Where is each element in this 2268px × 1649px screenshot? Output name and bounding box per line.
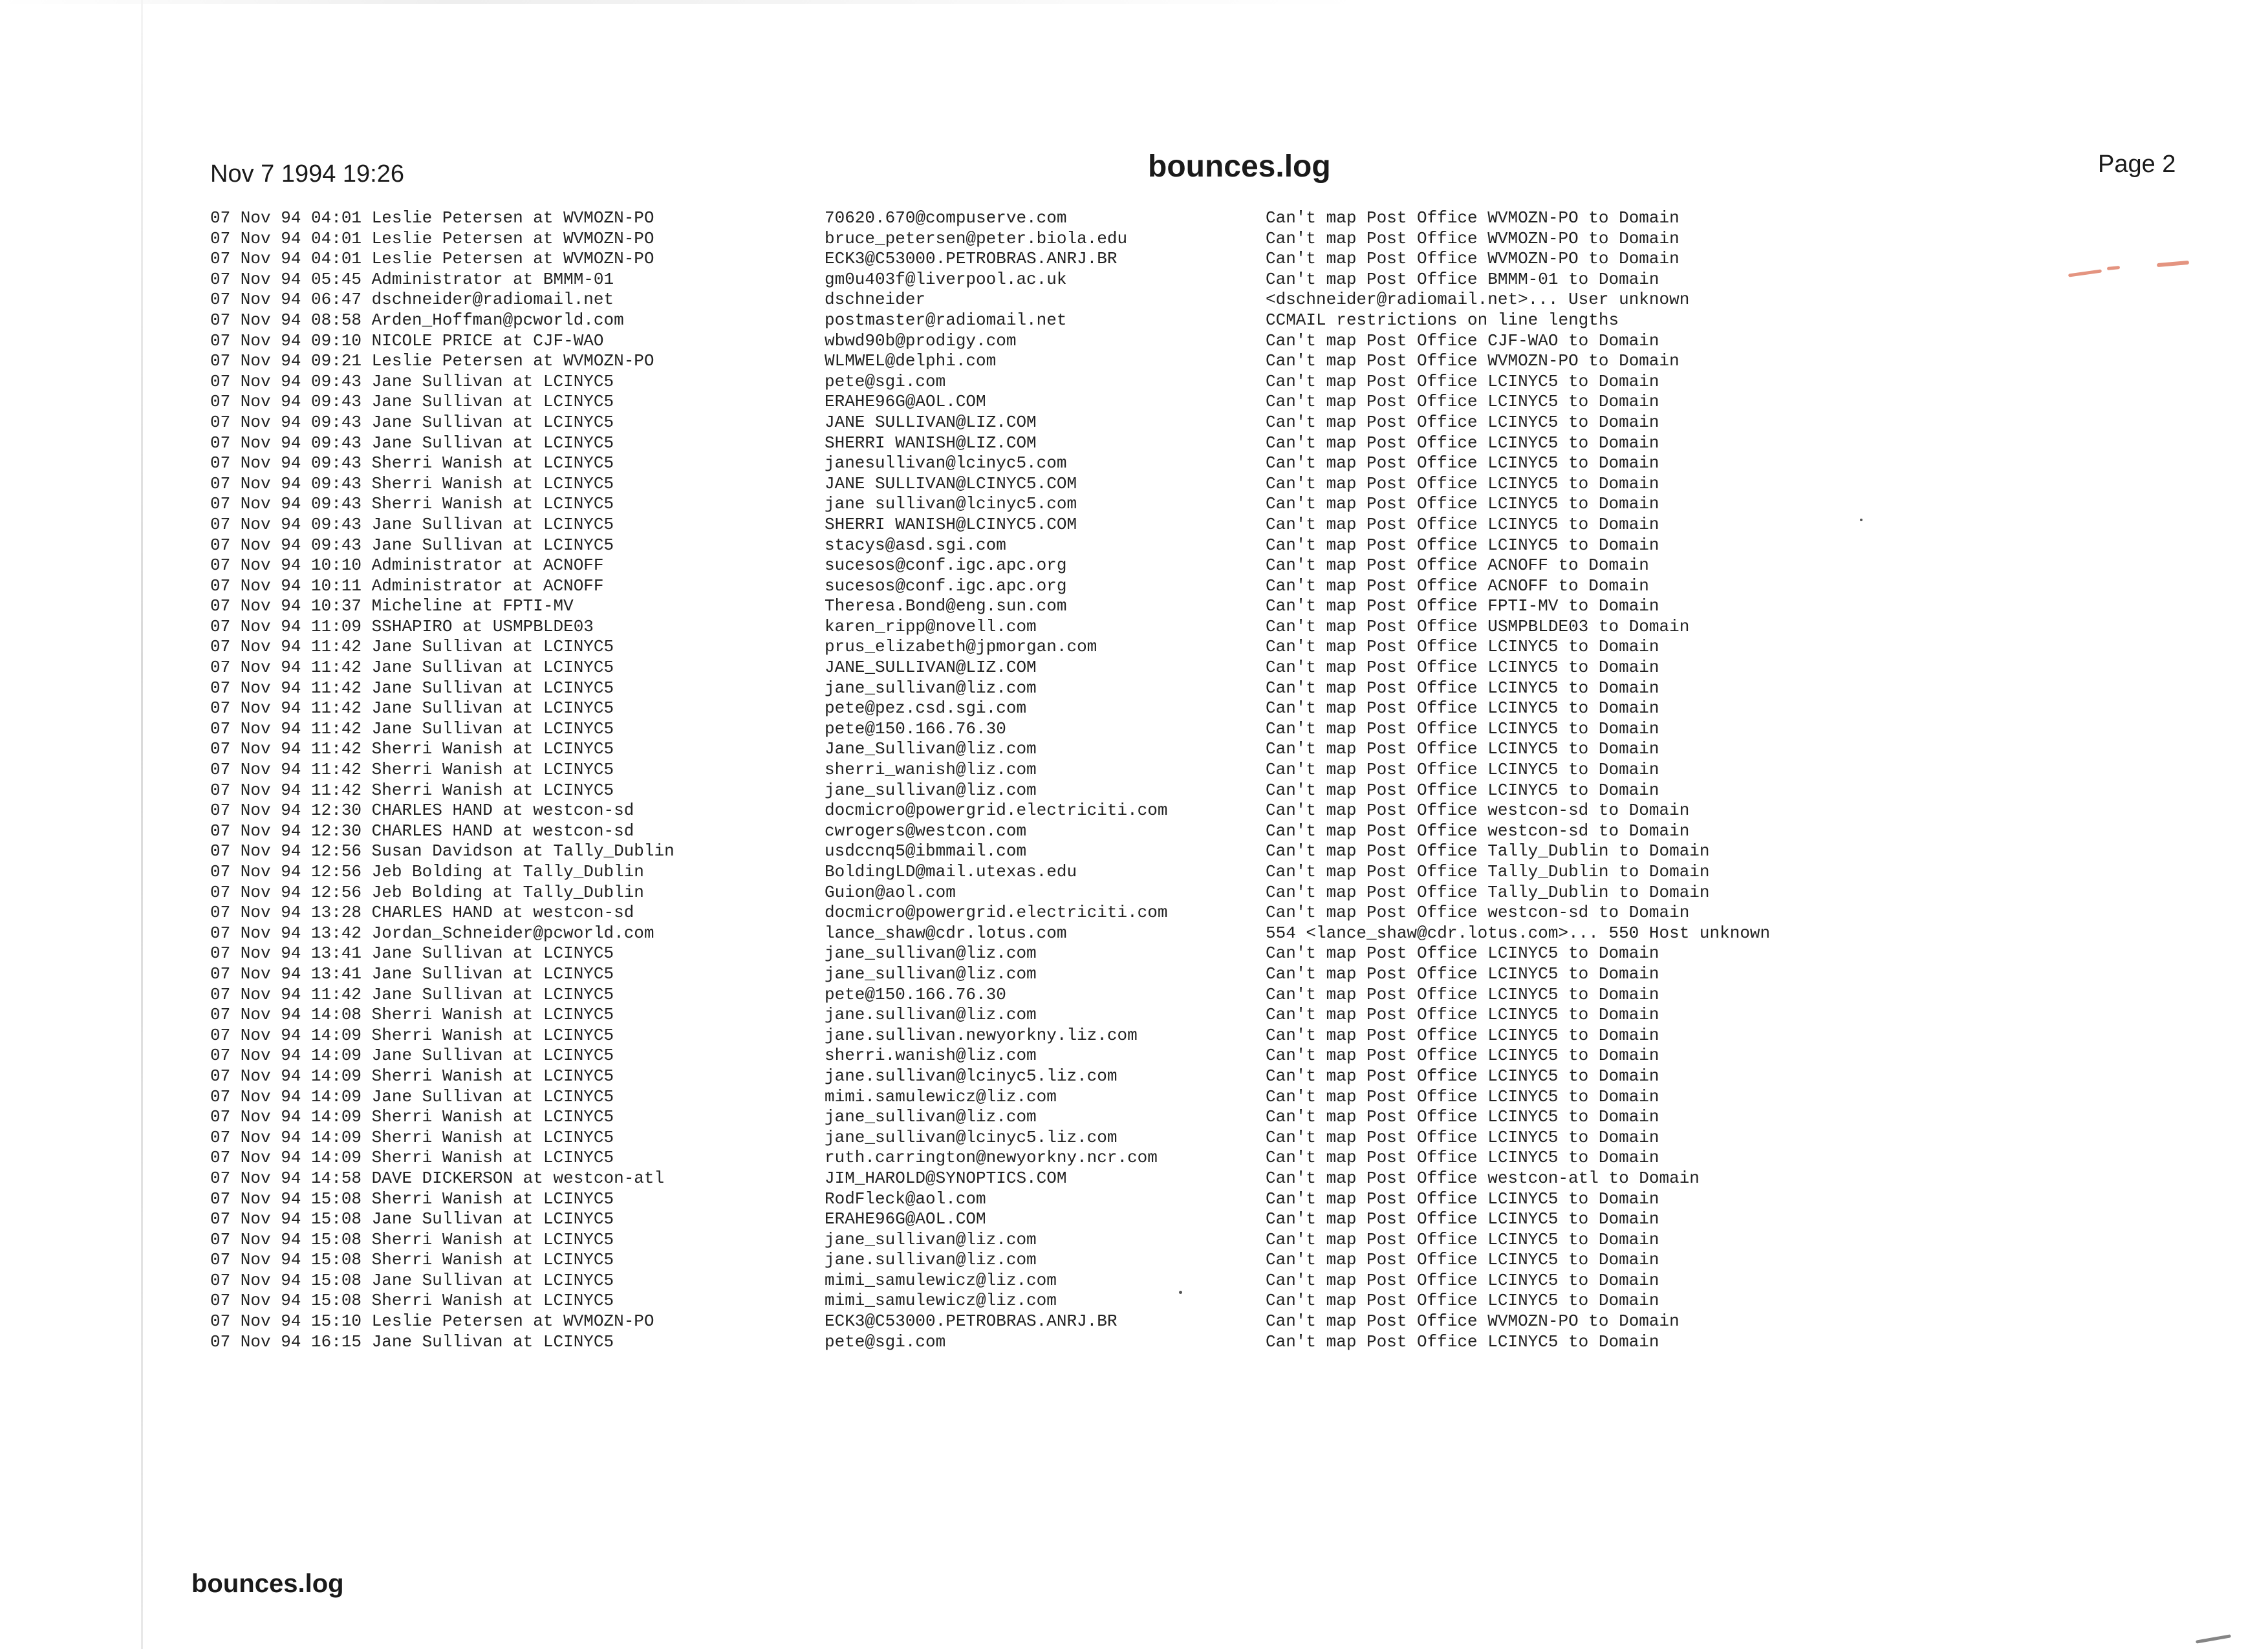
log-timestamp-sender: 07 Nov 94 14:09 Sherri Wanish at LCINYC5	[210, 1127, 614, 1147]
log-timestamp-sender: 07 Nov 94 11:42 Jane Sullivan at LCINYC5	[210, 984, 614, 1004]
log-error-message: Can't map Post Office Tally_Dublin to Domain	[1266, 862, 1710, 881]
log-error-message: Can't map Post Office westcon-sd to Domain	[1266, 903, 1690, 923]
log-recipient-address: jane sullivan@lcinyc5.com	[825, 494, 1077, 514]
log-error-message: Can't map Post Office LCINYC5 to Domain	[1266, 1025, 1659, 1045]
log-timestamp-sender: 07 Nov 94 08:58 Arden_Hoffman@pcworld.com	[210, 310, 624, 330]
log-recipient-address: JANE SULLIVAN@LCINYC5.COM	[825, 473, 1077, 493]
log-recipient-address: jane.sullivan@liz.com	[825, 1005, 1037, 1025]
log-timestamp-sender: 07 Nov 94 11:42 Jane Sullivan at LCINYC5	[210, 637, 614, 657]
log-recipient-address: usdccnq5@ibmmail.com	[825, 841, 1027, 861]
log-error-message: Can't map Post Office ACNOFF to Domain	[1266, 576, 1649, 596]
log-row	[210, 1311, 1770, 1332]
log-error-message: Can't map Post Office LCINYC5 to Domain	[1266, 637, 1659, 657]
log-row	[210, 1026, 1770, 1046]
log-recipient-address: dschneider	[825, 290, 926, 310]
log-error-message: Can't map Post Office LCINYC5 to Domain	[1266, 760, 1659, 780]
log-recipient-address: mimi.samulewicz@liz.com	[825, 1086, 1057, 1106]
log-timestamp-sender: 07 Nov 94 09:43 Jane Sullivan at LCINYC5	[210, 514, 614, 534]
log-row	[210, 1209, 1770, 1230]
log-row	[210, 1332, 1770, 1353]
log-row	[210, 719, 1770, 740]
log-timestamp-sender: 07 Nov 94 04:01 Leslie Petersen at WVMOZN-PO	[210, 228, 654, 248]
log-row	[210, 1005, 1770, 1026]
log-row	[210, 270, 1770, 290]
log-timestamp-sender: 07 Nov 94 11:42 Jane Sullivan at LCINYC5	[210, 678, 614, 698]
log-row	[210, 1189, 1770, 1210]
log-timestamp-sender: 07 Nov 94 09:43 Jane Sullivan at LCINYC5	[210, 392, 614, 412]
log-error-message: 554 <lance_shaw@cdr.lotus.com>... 550 Host unknown	[1266, 923, 1771, 943]
log-row	[210, 596, 1770, 617]
log-timestamp-sender: 07 Nov 94 15:10 Leslie Petersen at WVMOZN-PO	[210, 1311, 654, 1331]
log-recipient-address: jane.sullivan.newyorkny.liz.com	[825, 1025, 1138, 1045]
log-recipient-address: jane_sullivan@liz.com	[825, 678, 1037, 698]
log-row	[210, 1107, 1770, 1128]
log-row	[210, 964, 1770, 985]
log-recipient-address: ERAHE96G@AOL.COM	[825, 392, 986, 412]
log-row	[210, 1271, 1770, 1291]
log-row	[210, 1128, 1770, 1148]
log-row	[210, 515, 1770, 535]
log-error-message: Can't map Post Office LCINYC5 to Domain	[1266, 1066, 1659, 1086]
log-error-message: <dschneider@radiomail.net>... User unknown	[1266, 290, 1690, 310]
log-row	[210, 698, 1770, 719]
log-error-message: Can't map Post Office LCINYC5 to Domain	[1266, 473, 1659, 493]
log-recipient-address: jane.sullivan@lcinyc5.liz.com	[825, 1066, 1118, 1086]
log-recipient-address: mimi_samulewicz@liz.com	[825, 1270, 1057, 1290]
log-timestamp-sender: 07 Nov 94 09:43 Sherri Wanish at LCINYC5	[210, 473, 614, 493]
log-timestamp-sender: 07 Nov 94 14:09 Sherri Wanish at LCINYC5	[210, 1148, 614, 1168]
log-recipient-address: sherri.wanish@liz.com	[825, 1046, 1037, 1066]
log-error-message: Can't map Post Office WVMOZN-PO to Domain	[1266, 351, 1679, 371]
log-recipient-address: ruth.carrington@newyorkny.ncr.com	[825, 1148, 1158, 1168]
log-row	[210, 1230, 1770, 1251]
log-timestamp-sender: 07 Nov 94 10:10 Administrator at ACNOFF	[210, 555, 604, 576]
log-timestamp-sender: 07 Nov 94 14:09 Sherri Wanish at LCINYC5	[210, 1025, 614, 1045]
log-row	[210, 1087, 1770, 1108]
log-row	[210, 617, 1770, 638]
log-timestamp-sender: 07 Nov 94 14:58 DAVE DICKERSON at westcon-atl	[210, 1168, 665, 1188]
log-row	[210, 1169, 1770, 1189]
log-timestamp-sender: 07 Nov 94 14:09 Sherri Wanish at LCINYC5	[210, 1066, 614, 1086]
log-error-message: Can't map Post Office LCINYC5 to Domain	[1266, 1331, 1659, 1352]
log-timestamp-sender: 07 Nov 94 16:15 Jane Sullivan at LCINYC5	[210, 1331, 614, 1352]
log-error-message: Can't map Post Office LCINYC5 to Domain	[1266, 514, 1659, 534]
log-recipient-address: jane_sullivan@liz.com	[825, 780, 1037, 800]
log-row	[210, 494, 1770, 515]
log-recipient-address: RodFleck@aol.com	[825, 1189, 986, 1209]
header-title: bounces.log	[1148, 149, 1331, 184]
log-error-message: Can't map Post Office LCINYC5 to Domain	[1266, 1005, 1659, 1025]
log-timestamp-sender: 07 Nov 94 13:28 CHARLES HAND at westcon-sd	[210, 903, 634, 923]
log-row	[210, 453, 1770, 474]
log-timestamp-sender: 07 Nov 94 09:43 Jane Sullivan at LCINYC5	[210, 535, 614, 555]
log-row	[210, 1250, 1770, 1271]
log-recipient-address: jane_sullivan@liz.com	[825, 964, 1037, 984]
log-timestamp-sender: 07 Nov 94 04:01 Leslie Petersen at WVMOZN-PO	[210, 208, 654, 228]
log-timestamp-sender: 07 Nov 94 12:30 CHARLES HAND at westcon-sd	[210, 821, 634, 841]
log-error-message: CCMAIL restrictions on line lengths	[1266, 310, 1619, 330]
log-row	[210, 290, 1770, 310]
log-recipient-address: JANE_SULLIVAN@LIZ.COM	[825, 658, 1037, 678]
log-recipient-address: mimi_samulewicz@liz.com	[825, 1291, 1057, 1311]
log-error-message: Can't map Post Office FPTI-MV to Domain	[1266, 596, 1659, 616]
log-error-message: Can't map Post Office LCINYC5 to Domain	[1266, 739, 1659, 759]
log-error-message: Can't map Post Office LCINYC5 to Domain	[1266, 1127, 1659, 1147]
log-error-message: Can't map Post Office LCINYC5 to Domain	[1266, 412, 1659, 432]
log-error-message: Can't map Post Office Tally_Dublin to Domain	[1266, 882, 1710, 902]
log-row	[210, 310, 1770, 331]
log-error-message: Can't map Post Office LCINYC5 to Domain	[1266, 433, 1659, 453]
log-timestamp-sender: 07 Nov 94 15:08 Sherri Wanish at LCINYC5	[210, 1250, 614, 1270]
log-recipient-address: jane_sullivan@liz.com	[825, 1107, 1037, 1127]
log-recipient-address: Theresa.Bond@eng.sun.com	[825, 596, 1067, 616]
log-error-message: Can't map Post Office LCINYC5 to Domain	[1266, 678, 1659, 698]
log-error-message: Can't map Post Office LCINYC5 to Domain	[1266, 1250, 1659, 1270]
log-recipient-address: Jane_Sullivan@liz.com	[825, 739, 1037, 759]
log-error-message: Can't map Post Office LCINYC5 to Domain	[1266, 1189, 1659, 1209]
log-recipient-address: pete@sgi.com	[825, 371, 946, 391]
log-recipient-address: SHERRI WANISH@LIZ.COM	[825, 433, 1037, 453]
log-recipient-address: ECK3@C53000.PETROBRAS.ANRJ.BR	[825, 1311, 1118, 1331]
log-row	[210, 208, 1770, 229]
scan-mark	[2107, 266, 2120, 270]
log-timestamp-sender: 07 Nov 94 14:09 Sherri Wanish at LCINYC5	[210, 1107, 614, 1127]
log-recipient-address: jane_sullivan@lcinyc5.liz.com	[825, 1127, 1118, 1147]
log-row	[210, 923, 1770, 944]
log-recipient-address: sucesos@conf.igc.apc.org	[825, 576, 1067, 596]
log-timestamp-sender: 07 Nov 94 12:56 Jeb Bolding at Tally_Dublin	[210, 862, 644, 881]
log-row	[210, 658, 1770, 678]
log-error-message: Can't map Post Office LCINYC5 to Domain	[1266, 718, 1659, 738]
log-row	[210, 678, 1770, 699]
log-recipient-address: pete@150.166.76.30	[825, 984, 1006, 1004]
log-row	[210, 351, 1770, 372]
log-timestamp-sender: 07 Nov 94 13:41 Jane Sullivan at LCINYC5	[210, 943, 614, 964]
log-recipient-address: stacys@asd.sgi.com	[825, 535, 1006, 555]
log-error-message: Can't map Post Office LCINYC5 to Domain	[1266, 1291, 1659, 1311]
log-row	[210, 883, 1770, 903]
log-timestamp-sender: 07 Nov 94 09:43 Jane Sullivan at LCINYC5	[210, 433, 614, 453]
log-row	[210, 903, 1770, 923]
log-timestamp-sender: 07 Nov 94 15:08 Jane Sullivan at LCINYC5	[210, 1209, 614, 1229]
log-timestamp-sender: 07 Nov 94 10:37 Micheline at FPTI-MV	[210, 596, 574, 616]
scan-edge-left	[141, 0, 143, 1649]
log-error-message: Can't map Post Office LCINYC5 to Domain	[1266, 658, 1659, 678]
log-recipient-address: SHERRI WANISH@LCINYC5.COM	[825, 514, 1077, 534]
log-timestamp-sender: 07 Nov 94 14:09 Jane Sullivan at LCINYC5	[210, 1086, 614, 1106]
log-timestamp-sender: 07 Nov 94 09:43 Sherri Wanish at LCINYC5	[210, 453, 614, 473]
log-error-message: Can't map Post Office LCINYC5 to Domain	[1266, 392, 1659, 412]
log-timestamp-sender: 07 Nov 94 11:42 Sherri Wanish at LCINYC5	[210, 780, 614, 800]
log-timestamp-sender: 07 Nov 94 12:56 Jeb Bolding at Tally_Dublin	[210, 882, 644, 902]
log-recipient-address: 70620.670@compuserve.com	[825, 208, 1067, 228]
log-timestamp-sender: 07 Nov 94 10:11 Administrator at ACNOFF	[210, 576, 604, 596]
log-timestamp-sender: 07 Nov 94 15:08 Sherri Wanish at LCINYC5	[210, 1291, 614, 1311]
log-timestamp-sender: 07 Nov 94 13:42 Jordan_Schneider@pcworld.com	[210, 923, 654, 943]
log-error-message: Can't map Post Office LCINYC5 to Domain	[1266, 780, 1659, 800]
log-timestamp-sender: 07 Nov 94 11:42 Jane Sullivan at LCINYC5	[210, 698, 614, 718]
scan-mark	[2196, 1634, 2231, 1643]
log-recipient-address: cwrogers@westcon.com	[825, 821, 1027, 841]
footer-title: bounces.log	[191, 1569, 344, 1598]
scan-speck	[1860, 519, 1863, 521]
log-row	[210, 1066, 1770, 1087]
log-error-message: Can't map Post Office LCINYC5 to Domain	[1266, 984, 1659, 1004]
log-recipient-address: WLMWEL@delphi.com	[825, 351, 997, 371]
log-timestamp-sender: 07 Nov 94 11:42 Jane Sullivan at LCINYC5	[210, 658, 614, 678]
log-recipient-address: janesullivan@lcinyc5.com	[825, 453, 1067, 473]
log-error-message: Can't map Post Office westcon-sd to Domain	[1266, 801, 1690, 821]
scan-mark	[2068, 269, 2102, 277]
log-recipient-address: JANE SULLIVAN@LIZ.COM	[825, 412, 1037, 432]
log-recipient-address: bruce_petersen@peter.biola.edu	[825, 228, 1128, 248]
log-row	[210, 392, 1770, 413]
log-row	[210, 331, 1770, 352]
log-timestamp-sender: 07 Nov 94 15:08 Sherri Wanish at LCINYC5	[210, 1229, 614, 1249]
log-table	[210, 208, 1770, 1352]
log-error-message: Can't map Post Office Tally_Dublin to Domain	[1266, 841, 1710, 861]
log-timestamp-sender: 07 Nov 94 13:41 Jane Sullivan at LCINYC5	[210, 964, 614, 984]
log-row	[210, 801, 1770, 821]
log-error-message: Can't map Post Office LCINYC5 to Domain	[1266, 371, 1659, 391]
log-error-message: Can't map Post Office WVMOZN-PO to Domain	[1266, 1311, 1679, 1331]
header-date: Nov 7 1994 19:26	[210, 160, 405, 188]
log-error-message: Can't map Post Office LCINYC5 to Domain	[1266, 1148, 1659, 1168]
log-timestamp-sender: 07 Nov 94 12:56 Susan Davidson at Tally_Dublin	[210, 841, 675, 861]
log-error-message: Can't map Post Office LCINYC5 to Domain	[1266, 1046, 1659, 1066]
log-timestamp-sender: 07 Nov 94 11:42 Sherri Wanish at LCINYC5	[210, 760, 614, 780]
log-error-message: Can't map Post Office LCINYC5 to Domain	[1266, 1270, 1659, 1290]
log-error-message: Can't map Post Office westcon-sd to Domain	[1266, 821, 1690, 841]
log-error-message: Can't map Post Office LCINYC5 to Domain	[1266, 1209, 1659, 1229]
log-row	[210, 943, 1770, 964]
log-recipient-address: wbwd90b@prodigy.com	[825, 330, 1017, 350]
log-error-message: Can't map Post Office LCINYC5 to Domain	[1266, 1107, 1659, 1127]
log-error-message: Can't map Post Office WVMOZN-PO to Domain	[1266, 228, 1679, 248]
log-recipient-address: BoldingLD@mail.utexas.edu	[825, 862, 1077, 881]
log-row	[210, 555, 1770, 576]
log-timestamp-sender: 07 Nov 94 11:42 Sherri Wanish at LCINYC5	[210, 739, 614, 759]
log-row	[210, 249, 1770, 270]
log-timestamp-sender: 07 Nov 94 11:42 Jane Sullivan at LCINYC5	[210, 718, 614, 738]
log-timestamp-sender: 07 Nov 94 15:08 Jane Sullivan at LCINYC5	[210, 1270, 614, 1290]
log-row	[210, 637, 1770, 658]
log-error-message: Can't map Post Office LCINYC5 to Domain	[1266, 964, 1659, 984]
log-recipient-address: Guion@aol.com	[825, 882, 956, 902]
log-row	[210, 433, 1770, 454]
log-recipient-address: pete@sgi.com	[825, 1331, 946, 1352]
scan-speck	[1179, 1291, 1182, 1294]
log-row	[210, 821, 1770, 842]
log-recipient-address: ECK3@C53000.PETROBRAS.ANRJ.BR	[825, 249, 1118, 269]
log-recipient-address: postmaster@radiomail.net	[825, 310, 1067, 330]
log-recipient-address: docmicro@powergrid.electriciti.com	[825, 903, 1168, 923]
log-timestamp-sender: 07 Nov 94 05:45 Administrator at BMMM-01	[210, 269, 614, 289]
log-row	[210, 739, 1770, 760]
log-recipient-address: sucesos@conf.igc.apc.org	[825, 555, 1067, 576]
log-error-message: Can't map Post Office WVMOZN-PO to Domain	[1266, 249, 1679, 269]
log-recipient-address: jane.sullivan@liz.com	[825, 1250, 1037, 1270]
log-error-message: Can't map Post Office CJF-WAO to Domain	[1266, 330, 1659, 350]
log-recipient-address: jane_sullivan@liz.com	[825, 1229, 1037, 1249]
log-recipient-address: ERAHE96G@AOL.COM	[825, 1209, 986, 1229]
log-recipient-address: pete@pez.csd.sgi.com	[825, 698, 1027, 718]
log-timestamp-sender: 07 Nov 94 14:09 Jane Sullivan at LCINYC5	[210, 1046, 614, 1066]
log-row	[210, 229, 1770, 250]
log-error-message: Can't map Post Office LCINYC5 to Domain	[1266, 494, 1659, 514]
log-row	[210, 1291, 1770, 1311]
log-error-message: Can't map Post Office LCINYC5 to Domain	[1266, 1086, 1659, 1106]
log-timestamp-sender: 07 Nov 94 09:43 Jane Sullivan at LCINYC5	[210, 371, 614, 391]
log-recipient-address: prus_elizabeth@jpmorgan.com	[825, 637, 1097, 657]
log-timestamp-sender: 07 Nov 94 09:10 NICOLE PRICE at CJF-WAO	[210, 330, 604, 350]
log-recipient-address: jane_sullivan@liz.com	[825, 943, 1037, 964]
log-error-message: Can't map Post Office LCINYC5 to Domain	[1266, 1229, 1659, 1249]
log-timestamp-sender: 07 Nov 94 12:30 CHARLES HAND at westcon-sd	[210, 801, 634, 821]
log-recipient-address: gm0u403f@liverpool.ac.uk	[825, 269, 1067, 289]
log-timestamp-sender: 07 Nov 94 14:08 Sherri Wanish at LCINYC5	[210, 1005, 614, 1025]
log-row	[210, 372, 1770, 393]
log-recipient-address: sherri_wanish@liz.com	[825, 760, 1037, 780]
log-row	[210, 1148, 1770, 1169]
log-recipient-address: JIM_HAROLD@SYNOPTICS.COM	[825, 1168, 1067, 1188]
log-error-message: Can't map Post Office USMPBLDE03 to Domain	[1266, 616, 1690, 636]
log-timestamp-sender: 07 Nov 94 09:43 Sherri Wanish at LCINYC5	[210, 494, 614, 514]
log-recipient-address: docmicro@powergrid.electriciti.com	[825, 801, 1168, 821]
header-page-number: Page 2	[2098, 151, 2176, 178]
log-error-message: Can't map Post Office LCINYC5 to Domain	[1266, 943, 1659, 964]
log-timestamp-sender: 07 Nov 94 15:08 Sherri Wanish at LCINYC5	[210, 1189, 614, 1209]
log-timestamp-sender: 07 Nov 94 04:01 Leslie Petersen at WVMOZN-PO	[210, 249, 654, 269]
scan-edge-top	[0, 0, 2268, 4]
log-timestamp-sender: 07 Nov 94 06:47 dschneider@radiomail.net	[210, 290, 614, 310]
log-error-message: Can't map Post Office LCINYC5 to Domain	[1266, 453, 1659, 473]
log-row	[210, 576, 1770, 597]
log-row	[210, 474, 1770, 495]
log-error-message: Can't map Post Office westcon-atl to Domain	[1266, 1168, 1700, 1188]
log-row	[210, 781, 1770, 801]
log-row	[210, 841, 1770, 862]
log-row	[210, 413, 1770, 433]
log-timestamp-sender: 07 Nov 94 09:43 Jane Sullivan at LCINYC5	[210, 412, 614, 432]
scan-mark	[2157, 261, 2189, 267]
log-error-message: Can't map Post Office LCINYC5 to Domain	[1266, 698, 1659, 718]
log-timestamp-sender: 07 Nov 94 11:09 SSHAPIRO at USMPBLDE03	[210, 616, 594, 636]
log-row	[210, 535, 1770, 556]
log-recipient-address: lance_shaw@cdr.lotus.com	[825, 923, 1067, 943]
log-error-message: Can't map Post Office ACNOFF to Domain	[1266, 555, 1649, 576]
log-row	[210, 1046, 1770, 1066]
log-error-message: Can't map Post Office WVMOZN-PO to Domain	[1266, 208, 1679, 228]
log-error-message: Can't map Post Office LCINYC5 to Domain	[1266, 535, 1659, 555]
log-recipient-address: pete@150.166.76.30	[825, 718, 1006, 738]
log-timestamp-sender: 07 Nov 94 09:21 Leslie Petersen at WVMOZN-PO	[210, 351, 654, 371]
log-recipient-address: karen_ripp@novell.com	[825, 616, 1037, 636]
log-row	[210, 862, 1770, 883]
log-row	[210, 760, 1770, 781]
log-error-message: Can't map Post Office BMMM-01 to Domain	[1266, 269, 1659, 289]
log-row	[210, 985, 1770, 1006]
